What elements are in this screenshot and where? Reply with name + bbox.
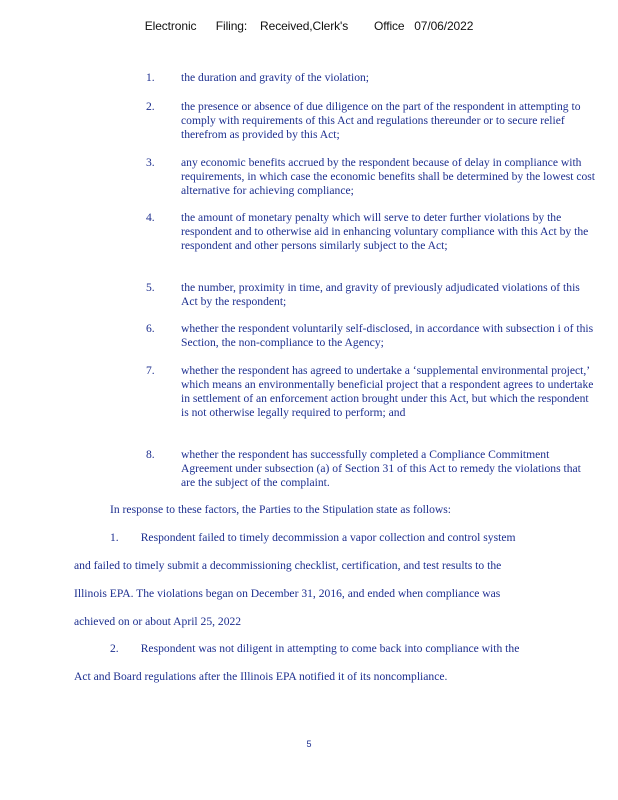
point-number: 2. (110, 642, 119, 655)
factor-text: whether the respondent has successfully completed a Compliance Commitment Agreement under subsection (a) of Section 31 of this Act to remedy the violations that are the subject of the complaint. (181, 448, 581, 489)
factor-number: 5. (146, 281, 155, 294)
factor-number: 2. (146, 100, 155, 113)
factor-number: 3. (146, 156, 155, 169)
factor-text: the number, proximity in time, and gravity of previously adjudicated violations of this Act by the respondent; (181, 281, 580, 308)
factor-text: any economic benefits accrued by the respondent because of delay in compliance with requirements, in which case the economic benefits shall be determined by the lowest cost alternative for achieving compliance; (181, 156, 596, 197)
response-point-1 (110, 531, 618, 544)
point-text: Respondent failed to timely decommission a vapor collection and control system (140, 531, 516, 544)
factor-number: 7. (146, 364, 155, 377)
page-number: 5 (306, 739, 312, 749)
factor-number: 8. (146, 448, 155, 461)
intro-paragraph: In response to these factors, the Parties to the Stipulation state as follows: (110, 503, 451, 516)
factor-text: the duration and gravity of the violation; (181, 71, 370, 84)
response-line: and failed to timely submit a decommissioning checklist, certification, and test results to the (74, 559, 502, 572)
point-number: 1. (110, 531, 119, 544)
factor-text: the amount of monetary penalty which will serve to deter further violations by the respondent and to otherwise aid in enhancing voluntary compliance with this Act by the respondent and other persons similarly subject to the Act; (181, 211, 589, 252)
response-line: Illinois EPA. The violations began on December 31, 2016, and ended when compliance was (74, 587, 501, 600)
filing-header: Electronic Filing: Received,Clerk's Office 07/06/2022 (144, 19, 474, 33)
factor-text: the presence or absence of due diligence on the part of the respondent in attempting to comply with requirements of this Act and regulations thereunder or to secure relief therefrom as provided by this Act; (181, 100, 581, 141)
factor-number: 6. (146, 322, 155, 335)
response-point-2 (110, 642, 618, 655)
point-text: Respondent was not diligent in attempting to come back into compliance with the (140, 642, 520, 655)
response-line: Act and Board regulations after the Illinois EPA notified it of its noncompliance. (74, 670, 448, 683)
factor-text: whether the respondent voluntarily self-disclosed, in accordance with subsection i of this Section, the non-compliance to the Agency; (181, 322, 594, 349)
response-line: achieved on or about April 25, 2022 (74, 615, 242, 628)
factor-text: whether the respondent has agreed to undertake a ‘supplemental environmental project,’ which means an environmentally beneficial project that a respondent agrees to undertake in settlement of an enforcement action brought under this Act, but which the respondent is not otherwise legally required to perform; and (181, 364, 594, 419)
factor-number: 4. (146, 211, 155, 224)
factor-number: 1. (146, 71, 155, 84)
